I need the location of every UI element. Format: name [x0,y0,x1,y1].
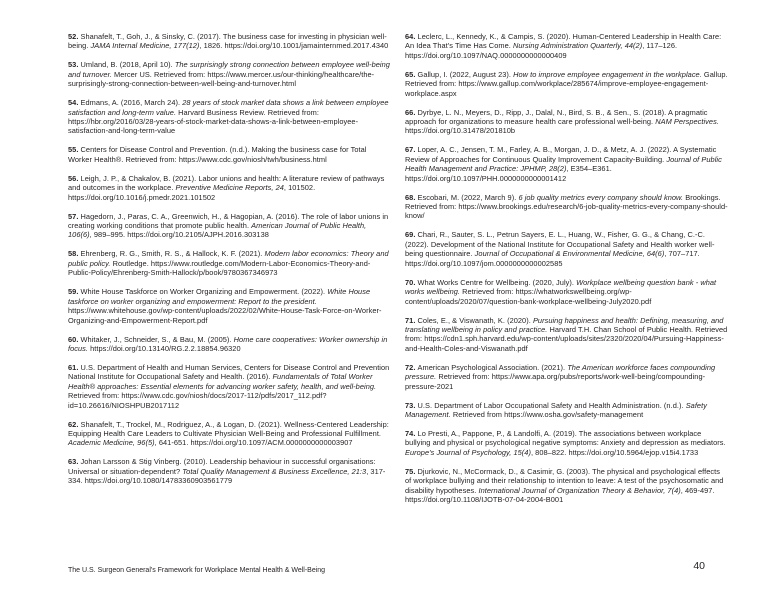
reference-item [68,174,391,202]
reference-item [68,212,391,240]
reference-number: 70. [405,277,418,287]
reference-text: Retrieved from: https://www.apa.org/pubs/reports/work-well-being/compounding-pressure-2021 [405,372,706,391]
reference-number: 52. [68,32,81,41]
reference-text: U.S. Department of Labor Occupational Safety and Health Administration. (n.d.). [417,400,686,410]
reference-item [68,420,391,448]
reference-text: , 317-334. https://doi.org/10.1080/14783360903561779 [68,466,386,486]
reference-item [405,316,728,354]
reference-title-italic: The American workforce faces compounding pressure. [405,362,716,382]
reference-number: 72. [405,362,418,372]
reference-item [405,230,728,268]
reference-title-italic: Academic Medicine, 96(5) [68,438,155,448]
reference-number: 58. [68,249,81,259]
reference-title-italic: Europe's Journal of Psychology, 15(4) [405,447,531,457]
reference-number: 65. [405,69,418,79]
reference-item [68,98,391,136]
reference-number: 60. [68,334,81,344]
reference-text: Shanafelt, T., Goh, J., & Sinsky, C. (2017). The business case for investing in physician well-being. [68,32,387,51]
reference-item [68,287,391,325]
reference-item [405,70,728,98]
reference-title-italic: Fundamentals of Total Worker Health® approaches: Essential elements for advancing worker safety, health, and well-being. [68,372,377,391]
reference-title-italic: International Journal of Organization Theory & Behavior, 7(4) [478,485,681,495]
reference-item [68,60,391,88]
reference-item [405,193,728,221]
reference-text: , 469-497. https://doi.org/10.1108/IJOTB-07-04-2004-B001 [405,485,715,504]
reference-text: Shanafelt, T., Trockel, M., Rodriguez, A., & Logan, D. (2021). Wellness-Centered Leadership: Equipping Health Care Leaders to Cultivate Physician Well-Being and Professional Fulfillment. [68,419,389,438]
reference-text: Harvard Business Review. Retrieved from: https://hbr.org/2016/03/28-years-of-stock-market-data-shows-a-link-between-employee-satisfaction-and-long-term-value [68,107,359,136]
reference-text: https://www.whitehouse.gov/wp-content/uploads/2022/02/White-House-Task-Force-on-Worker-Organizing-and-Empowerment-Report.pdf [68,306,382,325]
reference-text: U.S. Department of Health and Human Services, Centers for Disease Control and Prevention National Institute for Occupational Safety and Health. (2016). [68,362,390,382]
reference-title-italic: Journal of Public Health Management and Practice: JPHMP, 28(2) [405,154,722,174]
reference-text: , 707–717. https://doi.org/10.1097/jom.0000000000002585 [405,249,700,268]
reference-text: Gallup, I. (2022, August 23). [417,69,514,79]
reference-title-italic: Pursuing happiness and health: Defining, measuring, and translating wellbeing in policy and practice. [405,315,724,334]
reference-text: Harvard T.H. Chan School of Public Health. Retrieved from: https://cdn1.sph.harvard.edu/wp-content/uploads/sites/2320/2020/04/Pursuing-Happiness-and-Health-Coles-and-Viswanath.pdf [405,324,728,353]
reference-title-italic: White House taskforce on worker organizing and empowerment: Report to the president. [68,287,371,306]
reference-item [405,401,728,420]
reference-text: , 117–126. https://doi.org/10.1097/NAQ.0000000000000409 [405,41,678,60]
reference-text: Routledge. https://www.routledge.com/Modern-Labor-Economics-Theory-and-Public-Policy/Ehrenberg-Smith-Hallock/p/book/9780367346973 [68,258,371,278]
reference-text: Mercer US. Retrieved from: https://www.mercer.us/our-thinking/healthcare/the-surprisingly-strong-connection-between-well-being-and-turnover.html [68,69,375,89]
reference-number: 68. [405,192,418,202]
reference-title-italic: The surprisingly strong connection between employee well-being and turnover. [68,60,390,79]
reference-text: American Psychological Association. (2021). [417,362,568,372]
reference-title-italic: Total Quality Management & Business Excellence, 21:3 [182,466,367,476]
references-column-right [405,32,728,514]
reference-title-italic: Journal of Occupational & Environmental Medicine, 64(6) [474,249,665,259]
reference-text: Leclerc, L., Kennedy, K., & Campis, S. (2020). Human-Centered Leadership in Health Care: An Idea That's Time Has Come. [405,32,722,51]
reference-text: Ehrenberg, R. G., Smith, R. S., & Hallock, K. F. (2021). [80,249,265,259]
reference-text: White House Taskforce on Worker Organizing and Empowerment. (2022). [80,287,328,297]
reference-title-italic: American Journal of Public Health, 106(6) [68,221,367,240]
reference-item [405,278,728,306]
reference-number: 61. [68,362,81,372]
reference-text: Umland, B. (2018, April 10). [80,60,175,70]
reference-text: Dyrbye, L. N., Meyers, D., Ripp, J., Dalal, N., Bird, S. B., & Sen., S. (2018). A pragmatic approach for organizations to measure health care professional well-being. [405,107,708,127]
reference-title-italic: 6 job quality metrics every company should know. [518,192,684,202]
reference-number: 63. [68,457,81,467]
reference-title-italic: Nursing Administration Quarterly, 44(2) [512,41,643,51]
reference-item [405,363,728,391]
reference-text: https://doi.org/10.31478/201810b [405,126,516,136]
reference-text: Gallup. Retrieved from: https://www.gallup.com/workplace/285674/improve-employee-engagement-workplace.aspx [405,69,728,98]
reference-number: 69. [405,230,418,240]
reference-number: 75. [405,466,418,476]
reference-title-italic: Home care cooperatives: Worker ownership in focus. [68,334,388,353]
reference-text: Chari, R., Sauter, S. L., Petrun Sayers, E. L., Huang, W., Fisher, G. G., & Chang, C.-C. (2022). Development of the National Institute for Occupational Safety and Health worker well-being questionnaire. [405,230,715,259]
footer-document-title: The U.S. Surgeon General's Framework for Workplace Mental Health & Well-Being [68,567,326,574]
references-column-left [68,32,391,514]
reference-item [405,32,728,60]
reference-text: Hagedorn, J., Paras, C. A., Greenwich, H., & Hagopian, A. (2016). The role of labor unions in creating working conditions that promote public health. [68,211,389,231]
reference-text: Whitaker, J., Schneider, S., & Bau, M. (2005). [80,334,234,344]
reference-number: 57. [68,211,81,221]
reference-item [405,467,728,505]
reference-item [68,145,391,164]
reference-number: 66. [405,107,418,117]
reference-text: Retrieved from: https://www.cdc.gov/niosh/docs/2017-112/pdfs/2017_112.pdf?id=10.26616/NIOSHPUB2017112 [68,391,327,410]
reference-number: 56. [68,173,81,183]
reference-text: Lo Presti, A., Pappone, P., & Landolfi, A. (2019). The associations between workplace bullying and physical or psychological negative symptoms: Anxiety and depression as mediators. [405,428,726,448]
reference-number: 62. [68,419,81,429]
reference-text: , E354–E361. https://doi.org/10.1097/PHH.0000000000001412 [405,164,612,183]
reference-text: Coles, E., & Viswanath, K. (2020). [417,315,533,325]
reference-number: 59. [68,287,81,297]
reference-text: Centers for Disease Control and Prevention. (n.d.). Making the business case for Total Worker Health®. Retrieved from: https://www.cdc.gov/niosh/twh/business.html [68,145,367,164]
reference-item [405,108,728,136]
reference-text: Escobari, M. (2022, March 9). [417,192,519,202]
reference-title-italic: Preventive Medicine Reports, 24 [175,183,284,193]
reference-text: , 1826. https://doi.org/10.1001/jamainternmed.2017.4340 [199,41,389,51]
references-section [68,32,728,514]
reference-number: 67. [405,145,418,155]
reference-text: Johan Larsson & Stig Vinberg. (2010). Leadership behaviour in successful organisations: Universal or situation-dependent? [68,457,376,476]
reference-number: 74. [405,428,418,438]
reference-text: Leigh, J. P., & Chakalov, B. (2021). Labor unions and health: A literature review of pathways and outcomes in the workplace. [68,173,385,193]
reference-text: https://doi.org/10.13140/RG.2.2.18854.96320 [88,343,241,353]
reference-title-italic: Safety Management. [405,400,707,419]
reference-number: 64. [405,32,418,41]
reference-text: , 989–995. https://doi.org/10.2105/AJPH.2016.303138 [89,230,269,240]
reference-item [68,249,391,277]
reference-title-italic: JAMA Internal Medicine, 177(12) [90,41,200,51]
page-number: 40 [693,560,705,572]
reference-number: 53. [68,60,81,70]
reference-title-italic: 28 years of stock market data shows a link between employee satisfaction and long-term value. [68,98,389,117]
reference-title-italic: NAM Perspectives. [655,117,719,127]
reference-number: 71. [405,315,418,325]
reference-text: Djurkovic, N., McCormack, D., & Casimir, G. (2003). The physical and psychological effects of workplace bullying and their relationship to intention to leave: A test of the psychosomatic and disability hypotheses. [405,466,724,495]
reference-text: Edmans, A. (2016, March 24). [80,98,183,108]
reference-text: , 641-651. https://doi.org/10.1097/ACM.0000000000003907 [154,438,353,448]
reference-text: , 808–822. https://doi.org/10.5964/ejop.v15i4.1733 [530,447,699,457]
reference-item [68,335,391,354]
reference-text: Brookings. Retrieved from: https://www.brookings.edu/research/6-job-quality-metrics-every-company-should-know/ [405,192,728,221]
reference-item [68,457,391,485]
reference-text: Loper, A. C., Jensen, T. M., Farley, A. B., Morgan, J. D., & Metz, A. J. (2022). A Systematic Review of Approaches for Continuous Quality Improvement Capacity-Building. [405,145,717,164]
reference-item [405,429,728,457]
reference-title-italic: How to improve employee engagement in the workplace. [513,69,702,79]
reference-text: , 101502. https://doi.org/10.1016/j.pmedr.2021.101502 [68,183,316,202]
reference-item [68,32,391,51]
reference-item [68,363,391,410]
reference-title-italic: Workplace wellbeing question bank - what works wellbeing. [405,277,717,297]
reference-number: 54. [68,98,81,108]
reference-text: What Works Centre for Wellbeing. (2020, July). [417,277,577,287]
reference-number: 55. [68,145,81,155]
reference-item [405,145,728,183]
reference-text: Retrieved from: https://whatworkswellbeing.org/wp-content/uploads/2020/07/question-bank-workplace-wellbeing-July2020.pdf [405,287,652,306]
reference-text: Retrieved from https://www.osha.gov/safety-management [450,409,644,419]
reference-title-italic: Modern labor economics: Theory and public policy. [68,249,389,268]
reference-number: 73. [405,400,418,410]
